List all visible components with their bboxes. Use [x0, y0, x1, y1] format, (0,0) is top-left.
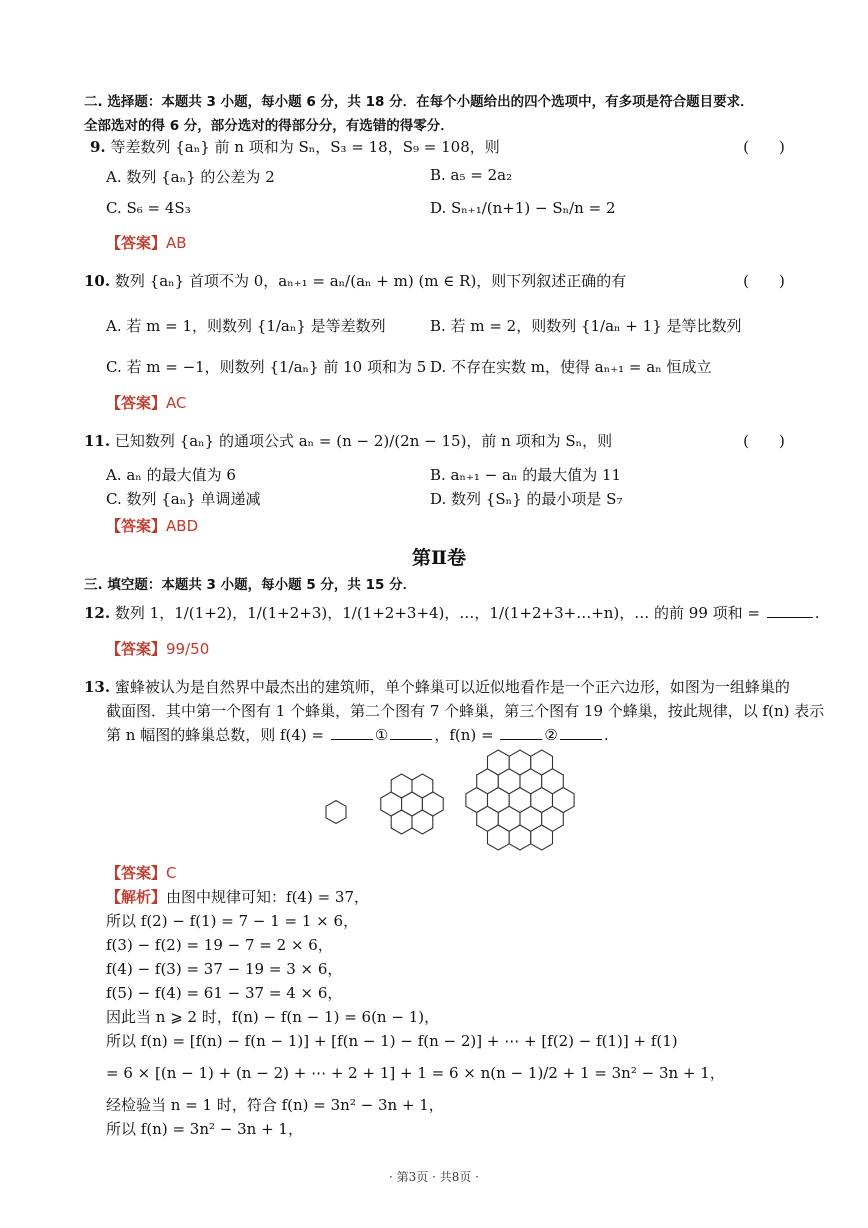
q13-analysis-1: 所以 f(2) − f(1) = 7 − 1 = 1 × 6，	[106, 912, 359, 930]
q9-option-d: D. Sₙ₊₁/(n+1) − Sₙ/n = 2	[430, 199, 616, 217]
q13-analysis-0: 由图中规律可知：f(4) = 37，	[166, 888, 370, 906]
analysis-tag: 【解析】	[106, 888, 167, 906]
q9-option-b: B. a₅ = 2a₂	[430, 166, 513, 184]
q13-circle1: ①	[374, 726, 389, 744]
section2-header-line2: 全部选对的得 6 分，部分选对的得部分分，有选错的得零分．	[84, 118, 454, 134]
q13-analysis-9: 所以 f(n) = 3n² − 3n + 1，	[106, 1120, 303, 1138]
q10-number: 10.	[84, 272, 111, 290]
part2-title: 第Ⅱ卷	[412, 547, 467, 569]
q10-option-d: D. 不存在实数 m，使得 aₙ₊₁ = aₙ 恒成立	[430, 358, 712, 376]
q12-number: 12.	[84, 604, 111, 622]
section2-header-line1: 二. 选择题：本题共 3 小题，每小题 6 分，共 18 分．在每个小题给出的四个选项中，有多项是符合题目要求．	[84, 94, 754, 110]
q13-text-line1: 蜜蜂被认为是自然界中最杰出的建筑师，单个蜂巢可以近似地看作是一个正六边形，如图为一组蜂巢的	[114, 678, 790, 696]
q10-option-c: C. 若 m = −1，则数列 {1/aₙ} 前 10 项和为 5	[106, 358, 427, 376]
answer-tag: 【答案】	[106, 394, 167, 412]
q12-answer-value: 99/50	[166, 640, 210, 658]
q11-option-d: D. 数列 {Sₙ} 的最小项是 S₇	[430, 490, 623, 508]
q12-stem-row: 12. 数列 1，1/(1+2)，1/(1+2+3)，1/(1+2+3+4)，…，1/(1+2+3+…+n)，… 的前 99 项和 = .	[84, 604, 820, 622]
q13-line3: 第 n 幅图的蜂巢总数，则 f(4) = ① ，f(n) = ② .	[106, 726, 609, 744]
q12-stem: 数列 1，1/(1+2)，1/(1+2+3)，1/(1+2+3+4)，…，1/(1+2+3+…+n)，… 的前 99 项和 =	[114, 604, 761, 622]
section3-header: 三. 填空题：本题共 3 小题，每小题 5 分，共 15 分．	[84, 577, 417, 593]
q13-analysis-row-0	[106, 886, 369, 907]
q13-analysis-7: = 6 × [(n − 1) + (n − 2) + ⋯ + 2 + 1] + 1 = 6 × n(n − 1)/2 + 1 = 3n² − 3n + 1，	[106, 1064, 725, 1082]
q13-analysis-4: f(5) − f(4) = 61 − 37 = 4 × 6，	[106, 984, 343, 1002]
honeycomb-2-cell	[422, 792, 443, 816]
q13-text-line3a: 第 n 幅图的蜂巢总数，则 f(4) =	[106, 726, 325, 744]
q9-paren: ( )	[743, 138, 785, 156]
answer-tag: 【答案】	[106, 234, 167, 252]
answer-tag: 【答案】	[106, 517, 167, 535]
q11-answer-value: ABD	[166, 517, 199, 535]
q9-option-a: A. 数列 {aₙ} 的公差为 2	[106, 168, 275, 186]
q13-answer-value: C	[166, 864, 177, 882]
q10-option-b: B. 若 m = 2，则数列 {1/aₙ + 1} 是等比数列	[430, 317, 742, 335]
q10-stem: 数列 {aₙ} 首项不为 0，aₙ₊₁ = aₙ/(aₙ + m) (m ∈ R)，则下列叙述正确的有	[114, 272, 627, 290]
q13-analysis-6: 所以 f(n) = [f(n) − f(n − 1)] + [f(n − 1) − f(n − 2)] + ⋯ + [f(2) − f(1)] + f(1)	[106, 1032, 678, 1050]
q11-option-c: C. 数列 {aₙ} 单调递减	[106, 490, 261, 508]
q9-answer-value: AB	[166, 234, 187, 252]
q11-paren: ( )	[743, 432, 785, 450]
q9-option-c: C. S₆ = 4S₃	[106, 199, 191, 217]
q13-number: 13.	[84, 678, 111, 696]
q10-answer-value: AC	[166, 394, 187, 412]
q13-analysis-8: 经检验当 n = 1 时，符合 f(n) = 3n² − 3n + 1，	[106, 1096, 444, 1114]
q13-analysis-3: f(4) − f(3) = 37 − 19 = 3 × 6，	[106, 960, 343, 978]
answer-tag: 【答案】	[106, 640, 167, 658]
q11-stem: 已知数列 {aₙ} 的通项公式 aₙ = (n − 2)/(2n − 15)，前 n 项和为 Sₙ，则	[114, 432, 613, 450]
q10-option-a: A. 若 m = 1，则数列 {1/aₙ} 是等差数列	[106, 317, 386, 335]
q9-number: 9.	[90, 138, 106, 156]
q13-text-line2: 截面图．其中第一个图有 1 个蜂巢，第二个图有 7 个蜂巢，第三个图有 19 个蜂巢，按此规律，以 f(n) 表示	[106, 702, 825, 720]
q10-paren: ( )	[743, 272, 785, 290]
answer-tag: 【答案】	[106, 864, 167, 882]
q13-analysis-5: 因此当 n ⩾ 2 时，f(n) − f(n − 1) = 6(n − 1)，	[106, 1008, 440, 1026]
page-footer: · 第3页 · 共8页 ·	[389, 1170, 479, 1184]
q9-stem: 等差数列 {aₙ} 前 n 项和为 Sₙ，S₃ = 18，S₉ = 108，则	[110, 138, 500, 156]
q11-number: 11.	[84, 432, 111, 450]
q11-option-a: A. aₙ 的最大值为 6	[106, 466, 236, 484]
q13-text-line3b: ，f(n) =	[434, 726, 494, 744]
honeycomb-1-cell	[326, 801, 346, 824]
q13-answer	[106, 862, 177, 883]
q11-option-b: B. aₙ₊₁ − aₙ 的最大值为 11	[430, 466, 622, 484]
q13-circle2: ②	[544, 726, 558, 744]
q13-analysis-2: f(3) − f(2) = 19 − 7 = 2 × 6，	[106, 936, 333, 954]
